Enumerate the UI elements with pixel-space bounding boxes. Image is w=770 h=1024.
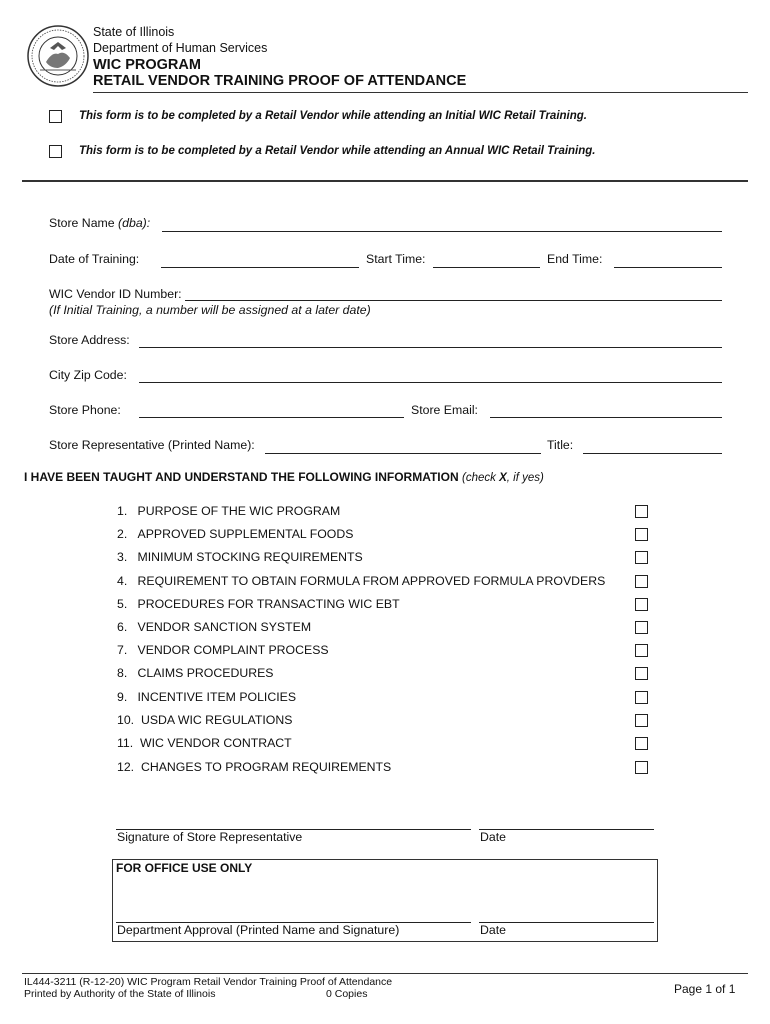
store-rep-label: Store Representative (Printed Name): xyxy=(49,438,255,452)
checklist-item-4: 4. REQUIREMENT TO OBTAIN FORMULA FROM APPROVED FORMULA PROVDERS xyxy=(117,574,606,588)
checklist-checkbox-9[interactable] xyxy=(635,691,648,704)
title-field[interactable] xyxy=(583,453,722,454)
checklist-item-3: 3. MINIMUM STOCKING REQUIREMENTS xyxy=(117,550,363,564)
checklist-checkbox-2[interactable] xyxy=(635,528,648,541)
checklist-checkbox-4[interactable] xyxy=(635,575,648,588)
annual-training-checkbox[interactable] xyxy=(49,145,62,158)
store-address-label: Store Address: xyxy=(49,333,130,347)
checklist-checkbox-3[interactable] xyxy=(635,551,648,564)
office-use-heading: FOR OFFICE USE ONLY xyxy=(116,861,253,875)
approval-date-label: Date xyxy=(480,923,506,937)
store-phone-label: Store Phone: xyxy=(49,403,121,417)
store-name-label: Store Name (dba): xyxy=(49,216,151,230)
checklist-item-10: 10. USDA WIC REGULATIONS xyxy=(117,713,293,727)
end-time-field[interactable] xyxy=(614,267,722,268)
store-name-field[interactable] xyxy=(162,231,722,232)
start-time-label: Start Time: xyxy=(366,252,426,266)
store-email-label: Store Email: xyxy=(411,403,478,417)
date-of-training-label: Date of Training: xyxy=(49,252,140,266)
form-title: RETAIL VENDOR TRAINING PROOF OF ATTENDANCE xyxy=(93,73,467,89)
state-seal-icon xyxy=(26,24,90,88)
footer-copies: 0 Copies xyxy=(326,988,368,1000)
checklist-checkbox-1[interactable] xyxy=(635,505,648,518)
header-rule xyxy=(93,92,748,93)
city-zip-label: City Zip Code: xyxy=(49,368,127,382)
checklist-checkbox-11[interactable] xyxy=(635,737,648,750)
start-time-field[interactable] xyxy=(433,267,540,268)
checklist-checkbox-10[interactable] xyxy=(635,714,648,727)
vendor-id-note: (If Initial Training, a number will be assigned at a later date) xyxy=(49,303,371,317)
checklist-item-7: 7. VENDOR COMPLAINT PROCESS xyxy=(117,643,329,657)
initial-training-label: This form is to be completed by a Retail Vendor while attending an Initial WIC Retail Training. xyxy=(79,110,587,122)
initial-training-checkbox[interactable] xyxy=(49,110,62,123)
checklist-item-11: 11. WIC VENDOR CONTRACT xyxy=(117,736,292,750)
checklist-checkbox-6[interactable] xyxy=(635,621,648,634)
checklist-item-2: 2. APPROVED SUPPLEMENTAL FOODS xyxy=(117,527,354,541)
checklist-checkbox-5[interactable] xyxy=(635,598,648,611)
program-name: WIC PROGRAM xyxy=(93,57,201,73)
store-phone-field[interactable] xyxy=(139,417,404,418)
section-rule xyxy=(22,180,748,182)
checklist-checkbox-7[interactable] xyxy=(635,644,648,657)
annual-training-label: This form is to be completed by a Retail Vendor while attending an Annual WIC Retail Training. xyxy=(79,145,596,157)
checklist-item-9: 9. INCENTIVE ITEM POLICIES xyxy=(117,690,297,704)
checklist-checkbox-12[interactable] xyxy=(635,761,648,774)
department-approval-label: Department Approval (Printed Name and Signature) xyxy=(117,923,400,937)
city-zip-field[interactable] xyxy=(139,382,722,383)
checklist-checkbox-8[interactable] xyxy=(635,667,648,680)
rep-signature-label: Signature of Store Representative xyxy=(117,830,303,844)
page-number: Page 1 of 1 xyxy=(674,982,736,996)
footer-rule xyxy=(22,973,748,974)
store-address-field[interactable] xyxy=(139,347,722,348)
rep-signature-date-label: Date xyxy=(480,830,506,844)
vendor-id-label: WIC Vendor ID Number: xyxy=(49,287,182,301)
vendor-id-field[interactable] xyxy=(185,300,722,301)
agency-line-2: Department of Human Services xyxy=(93,41,268,55)
agency-line-1: State of Illinois xyxy=(93,25,175,39)
footer-form-id: IL444-3211 (R-12-20) WIC Program Retail Vendor Training Proof of Attendance xyxy=(24,976,393,988)
checklist-item-6: 6. VENDOR SANCTION SYSTEM xyxy=(117,620,312,634)
store-rep-field[interactable] xyxy=(265,453,541,454)
end-time-label: End Time: xyxy=(547,252,603,266)
date-of-training-field[interactable] xyxy=(161,267,359,268)
title-label: Title: xyxy=(547,438,574,452)
checklist-heading: I HAVE BEEN TAUGHT AND UNDERSTAND THE FOLLOWING INFORMATION (check X, if yes) xyxy=(24,470,544,484)
checklist-item-12: 12. CHANGES TO PROGRAM REQUIREMENTS xyxy=(117,760,392,774)
checklist-item-1: 1. PURPOSE OF THE WIC PROGRAM xyxy=(117,504,341,518)
footer-printed-by: Printed by Authority of the State of Illinois xyxy=(24,988,216,1000)
store-email-field[interactable] xyxy=(490,417,722,418)
checklist-item-5: 5. PROCEDURES FOR TRANSACTING WIC EBT xyxy=(117,597,400,611)
checklist-item-8: 8. CLAIMS PROCEDURES xyxy=(117,666,274,680)
